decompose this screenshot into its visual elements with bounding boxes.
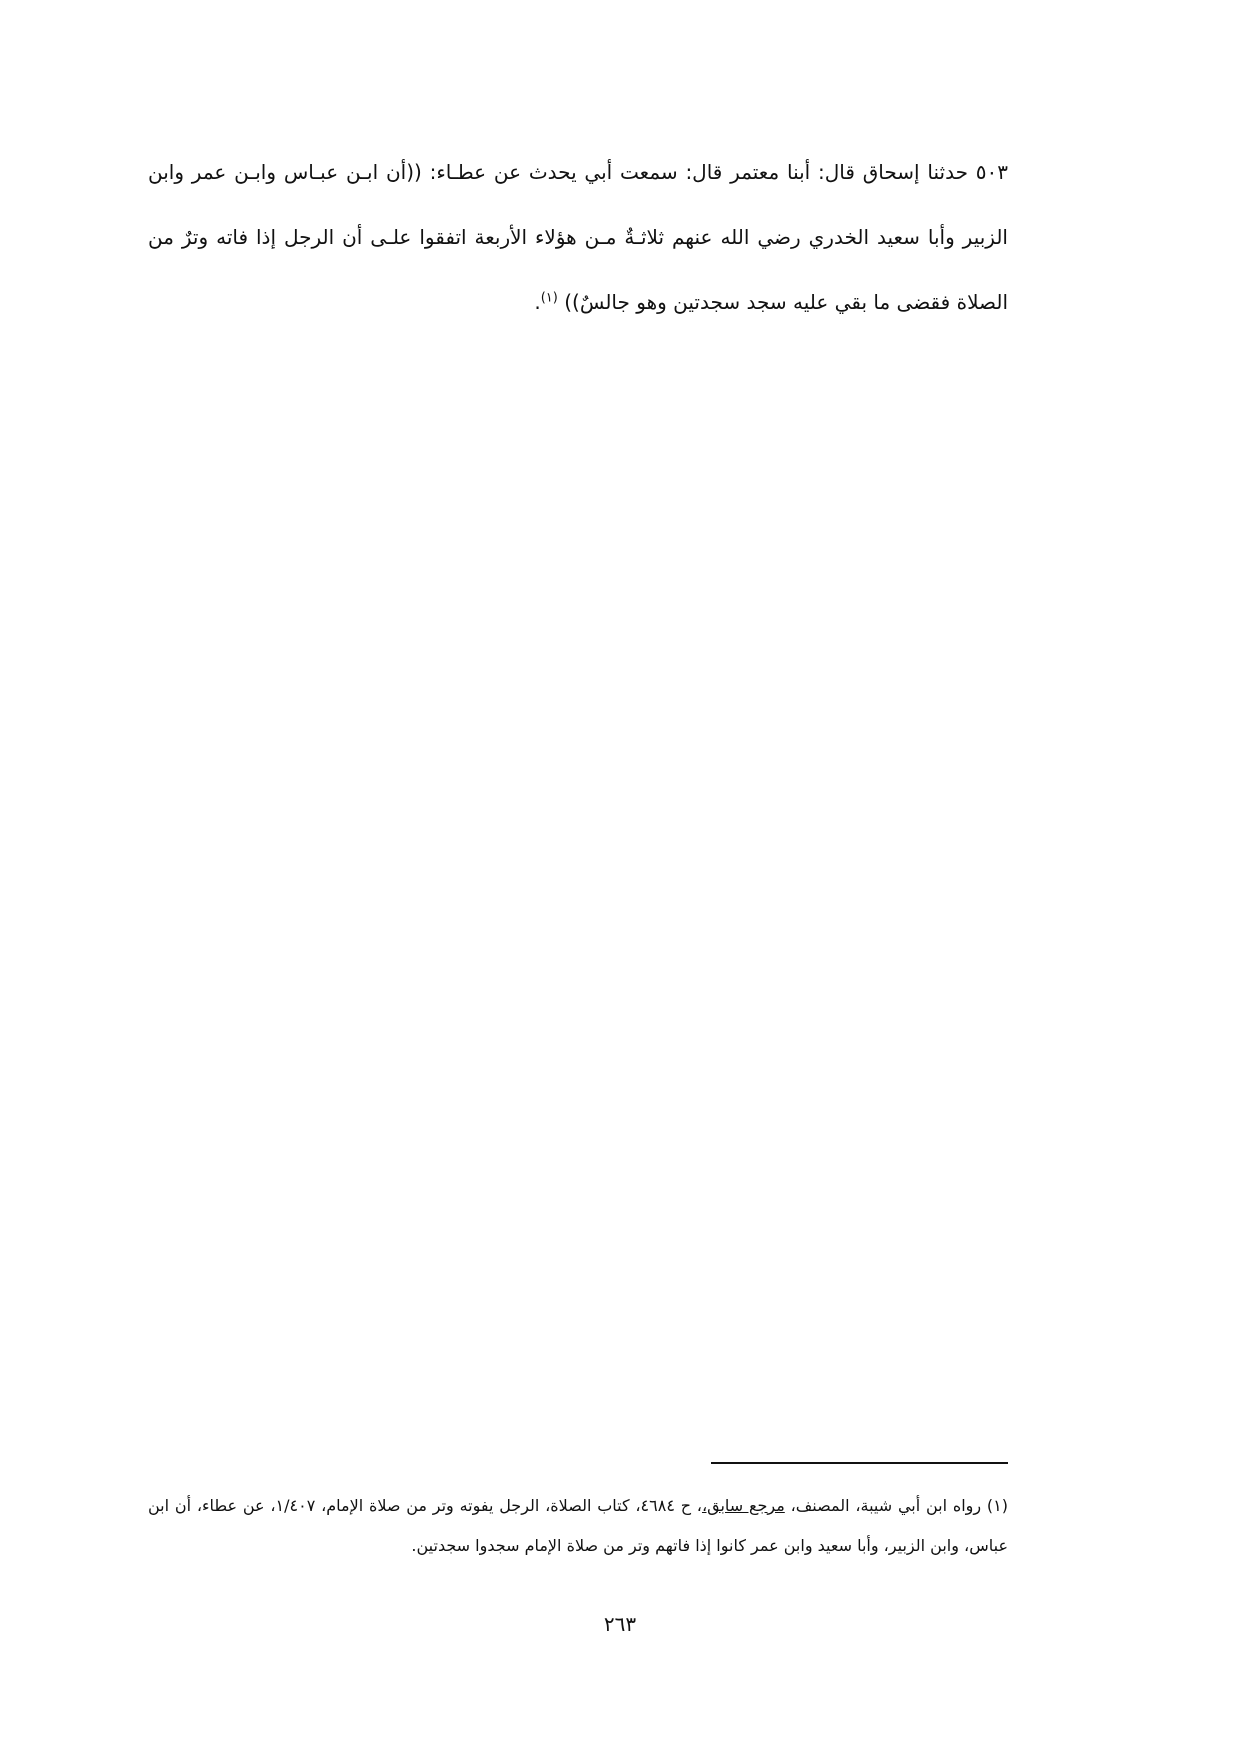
footnote-part2: ، ح ٤٦٨٤، كتاب الصلاة، الرجل يفوته وتر من صلاة الإمام، ١/٤٠٧، عن عطاء، أن ابن عباس، وابن الزبير، وأبا سعيد وابن عمر كانوا إذا فاتهم وتر من صلاة الإمام سجدوا سجدتين. xyxy=(148,1496,1008,1555)
hadith-number: ٥٠٣ xyxy=(975,160,1009,184)
hadith-text: حدثنا إسحاق قال: أبنا معتمر قال: سمعت أبي يحدث عن عطـاء: ((أن ابـن عبـاس وابـن عمر وابن الزبير وأبا سعيد الخدري رضي الله عنهم ثلاثـةٌ مـن هؤلاء الأربعة اتفقوا علـى أن الرجل إذا فاته وترٌ من الصلاة فقضى ما بقي عليه سجد سجدتين وهو جالسٌ)) xyxy=(148,160,1008,314)
footnote-separator xyxy=(711,1462,1008,1464)
hadith-paragraph xyxy=(148,140,1008,335)
footnote-reference[interactable]: (١) xyxy=(540,290,558,306)
sentence-end: . xyxy=(534,290,541,314)
footnote xyxy=(148,1486,1008,1566)
footnote-marker: (١) xyxy=(986,1496,1008,1515)
footnote-part1: رواه ابن أبي شيبة، المصنف، xyxy=(790,1496,982,1515)
page-number: ٢٦٣ xyxy=(603,1612,637,1636)
footnote-reference-link[interactable]: مرجع سابق، xyxy=(701,1496,785,1515)
